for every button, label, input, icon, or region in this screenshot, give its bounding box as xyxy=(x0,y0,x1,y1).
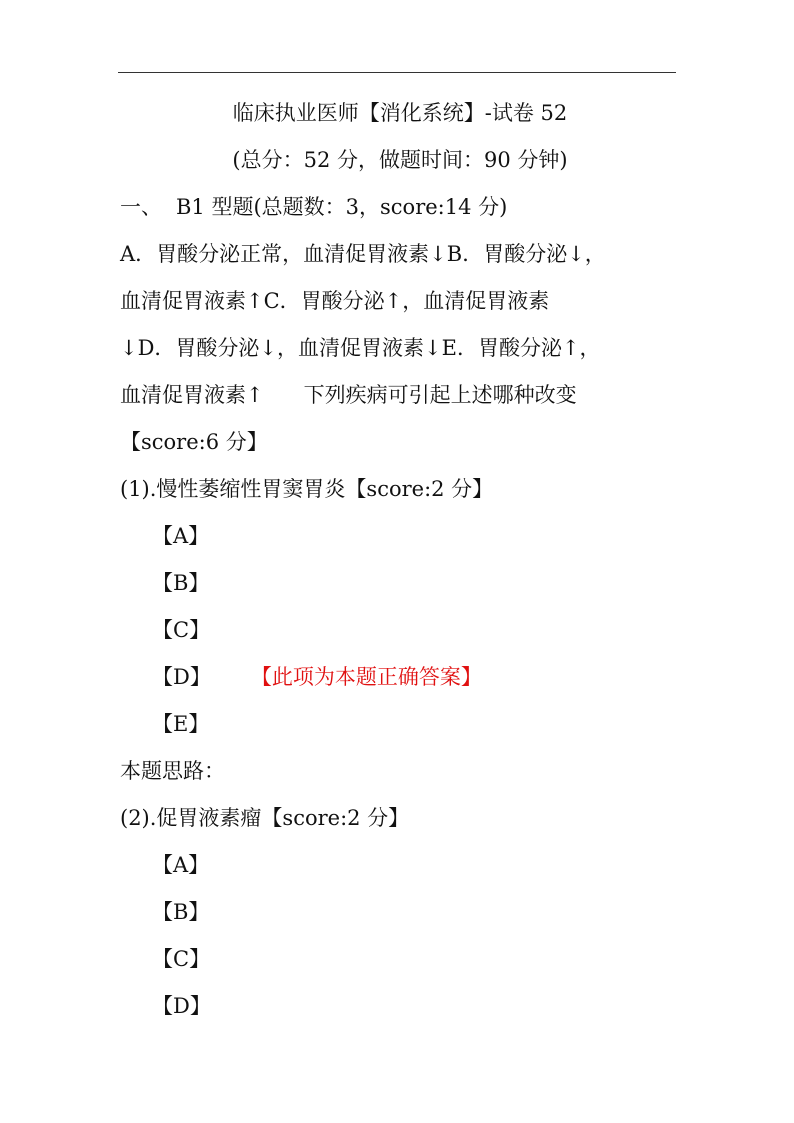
group-options-line-3: ↓D．胃酸分泌↓，血清促胃液素↓E．胃酸分泌↑， xyxy=(120,336,601,360)
group-stem: 下列疾病可引起上述哪种改变 xyxy=(303,383,577,407)
question-1-title: (1).慢性萎缩性胃窦胃炎【score:2 分】 xyxy=(120,477,494,501)
group-score: 【score:6 分】 xyxy=(120,430,268,454)
section-heading xyxy=(120,184,680,231)
question-1-option-d xyxy=(120,654,680,701)
section-title: B1 型题(总题数：3，score:14 分) xyxy=(176,195,508,219)
group-options-line-4 xyxy=(120,372,680,419)
question-1-option-d-label: 【D】 xyxy=(152,665,211,689)
explanation-label: 本题思路： xyxy=(120,759,225,783)
exam-subtitle: (总分：52 分，做题时间：90 分钟) xyxy=(232,148,568,172)
question-2-title: (2).促胃液素瘤【score:2 分】 xyxy=(120,806,410,830)
exam-page xyxy=(120,90,680,1030)
correct-answer-note: 【此项为本题正确答案】 xyxy=(250,665,482,689)
question-2-option-c: 【C】 xyxy=(152,947,211,971)
group-options-line-2: 血清促胃液素↑C．胃酸分泌↑，血清促胃液素 xyxy=(120,289,550,313)
group-options-line-1: A．胃酸分泌正常，血清促胃液素↓B．胃酸分泌↓， xyxy=(120,242,606,266)
question-1-option-c: 【C】 xyxy=(152,618,211,642)
exam-title: 临床执业医师【消化系统】-试卷 52 xyxy=(232,101,568,125)
question-2-option-a: 【A】 xyxy=(152,853,210,877)
section-number: 一、 xyxy=(120,195,162,219)
question-1-option-a: 【A】 xyxy=(152,524,210,548)
question-2-option-d: 【D】 xyxy=(152,994,211,1018)
question-2-option-b: 【B】 xyxy=(152,900,210,924)
group-options-tail: 血清促胃液素↑ xyxy=(120,383,264,407)
header-rule xyxy=(118,72,676,73)
question-1-option-b: 【B】 xyxy=(152,571,210,595)
question-1-option-e: 【E】 xyxy=(152,712,210,736)
